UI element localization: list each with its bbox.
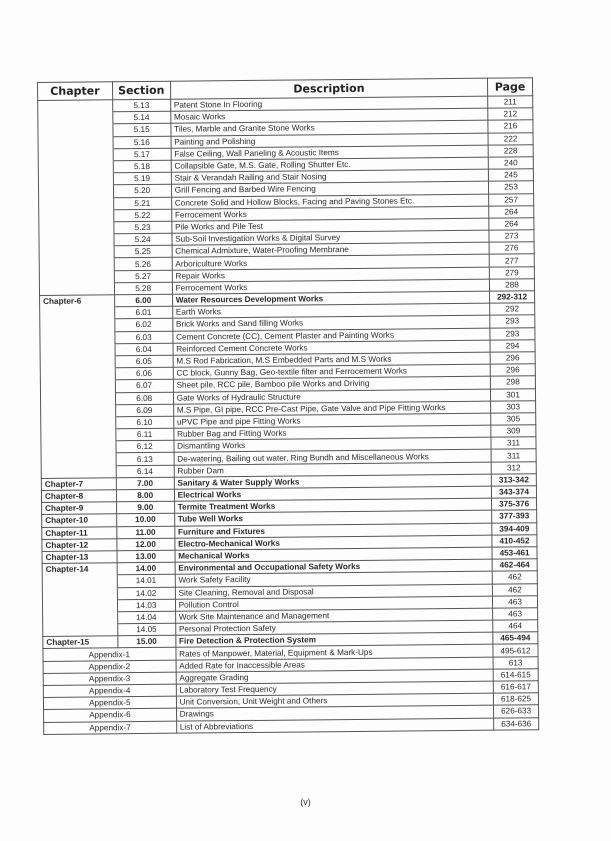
section-cell: 6.11 <box>116 428 174 441</box>
chapter-cell <box>38 136 113 149</box>
page-cell: 292-312 <box>490 291 535 304</box>
chapter-cell <box>38 173 113 186</box>
page-number: (v) <box>300 797 311 807</box>
table-of-contents <box>37 77 539 734</box>
description-cell: Sanitary & Water Supply Works <box>174 474 492 489</box>
description-cell: Repair Works <box>172 267 490 282</box>
chapter-cell: Chapter-6 <box>40 295 115 308</box>
header-page: Page <box>488 78 533 96</box>
section-cell: 5.16 <box>113 136 171 149</box>
section-cell: 6.12 <box>116 440 174 453</box>
section-cell: 7.00 <box>116 477 174 490</box>
page-cell: 309 <box>491 425 536 438</box>
description-cell: Laboratory Test Frequency <box>176 681 494 696</box>
page-cell: 410-452 <box>492 534 537 547</box>
chapter-cell <box>39 270 114 283</box>
section-cell: 6.05 <box>115 355 173 368</box>
section-cell: 6.02 <box>115 319 173 332</box>
section-cell: 6.06 <box>115 367 173 380</box>
page-cell: 216 <box>488 120 533 133</box>
chapter-cell <box>38 124 113 137</box>
chapter-cell <box>40 331 115 344</box>
section-cell: 6.08 <box>115 392 173 405</box>
page-cell: 613 <box>493 656 538 669</box>
description-cell: Brick Works and Sand filling Works <box>172 316 490 331</box>
description-cell: Rubber Dam <box>174 462 492 477</box>
description-cell: CC block, Gunny Bag, Geo-textile filter and Ferrocement Works <box>173 364 491 379</box>
description-cell: Drawings <box>176 706 494 721</box>
section-cell: 12.00 <box>117 538 175 551</box>
page-cell: 240 <box>488 157 533 170</box>
section-cell: 8.00 <box>116 489 174 502</box>
page-cell: 273 <box>489 230 534 243</box>
page-cell: 211 <box>488 96 533 109</box>
chapter-cell <box>42 587 117 600</box>
page-cell: 465-494 <box>493 632 538 645</box>
description-cell: Sub-Soil Investigation Works & Digital Survey <box>172 230 490 245</box>
section-cell: 14.01 <box>117 575 175 588</box>
section-cell: 5.13 <box>112 99 170 112</box>
description-cell: Painting and Polishing <box>171 133 489 148</box>
chapter-cell <box>38 112 113 125</box>
chapter-cell <box>41 465 116 478</box>
page-cell: 313-342 <box>491 474 536 487</box>
section-cell: 5.19 <box>113 172 171 185</box>
section-cell: 6.00 <box>114 294 172 307</box>
description-cell: Stair & Verandah Railing and Stair Nosing <box>171 169 489 184</box>
description-cell: Environmental and Occupational Safety Works <box>175 559 493 574</box>
section-cell: 5.14 <box>113 111 171 124</box>
description-cell: Added Rate for Inaccessible Areas <box>176 657 494 672</box>
page-cell: 394-409 <box>492 522 537 535</box>
description-cell: uPVC Pipe and pipe Fitting Works <box>173 413 491 428</box>
description-cell: Ferrocement Works <box>171 206 489 221</box>
page-cell: 264 <box>489 218 534 231</box>
page-cell: 293 <box>490 327 535 340</box>
page-cell: 303 <box>491 400 536 413</box>
description-cell: Collapsible Gate, M.S. Gate, Rolling Shutter Etc. <box>171 157 489 172</box>
description-cell: Rates of Manpower, Material, Equipment & Mark-Ups <box>176 645 494 660</box>
description-cell: Aggregate Grading <box>176 669 494 684</box>
description-cell: Work Site Maintenance and Management <box>175 608 493 623</box>
section-cell: 5.18 <box>113 160 171 173</box>
page-cell: 626-633 <box>494 705 539 718</box>
chapter-cell <box>41 441 116 454</box>
section-cell: 5.22 <box>113 209 171 222</box>
section-cell: 6.01 <box>114 306 172 319</box>
page-cell: 343-374 <box>491 486 536 499</box>
page-cell: 228 <box>488 144 533 157</box>
chapter-cell: Chapter-7 <box>41 478 116 491</box>
chapter-cell <box>39 197 114 210</box>
description-cell: Patent Stone In Flooring <box>170 96 488 111</box>
chapter-cell <box>40 356 115 369</box>
page-cell: 463 <box>493 608 538 621</box>
description-cell: Personal Protection Safety <box>175 620 493 635</box>
chapter-cell <box>40 344 115 357</box>
section-cell: 14.02 <box>117 587 175 600</box>
page-cell: 311 <box>491 449 536 462</box>
description-cell: Pollution Control <box>175 596 493 611</box>
chapter-cell <box>43 624 118 637</box>
description-cell: Work Safety Facility <box>175 571 493 586</box>
page-cell: 495-612 <box>493 644 538 657</box>
description-cell: De-watering, Bailing out water, Ring Bundh and Miscellaneous Works <box>174 450 492 465</box>
page-cell: 294 <box>490 339 535 352</box>
description-cell: Rubber Bag and Fitting Works <box>173 425 491 440</box>
chapter-cell <box>39 234 114 247</box>
page-cell: 464 <box>493 620 538 633</box>
section-cell: 9.00 <box>116 501 174 514</box>
section-cell: 11.00 <box>117 526 175 539</box>
table-body <box>38 96 539 734</box>
chapter-cell: Chapter-10 <box>42 514 117 527</box>
section-cell: 6.10 <box>115 416 173 429</box>
appendix-cell: Appendix-6 <box>44 709 177 722</box>
chapter-cell <box>42 599 117 612</box>
section-cell: 5.15 <box>113 124 171 137</box>
chapter-cell <box>41 453 116 466</box>
page-cell: 293 <box>490 315 535 328</box>
description-cell: Dismantling Works <box>174 437 492 452</box>
page-cell: 288 <box>489 279 534 292</box>
description-cell: Arboriculture Works <box>172 255 490 270</box>
description-cell: Site Cleaning, Removal and Disposal <box>175 584 493 599</box>
section-cell: 13.00 <box>117 550 175 563</box>
description-cell: Furniture and Fixtures <box>174 523 492 538</box>
section-cell: 5.27 <box>114 270 172 283</box>
chapter-cell <box>42 575 117 588</box>
section-cell: 14.00 <box>117 562 175 575</box>
chapter-cell: Chapter-14 <box>42 563 117 576</box>
page-cell: 312 <box>491 461 536 474</box>
page-cell: 616-617 <box>493 681 538 694</box>
description-cell: Chemical Admixture, Water-Proofing Membrane <box>172 242 490 257</box>
section-cell: 14.05 <box>117 623 175 636</box>
description-cell: Gate Works of Hydraulic Structure <box>173 389 491 404</box>
chapter-cell <box>38 100 113 113</box>
chapter-cell: Chapter-11 <box>42 526 117 539</box>
chapter-cell: Chapter-15 <box>43 636 118 649</box>
description-cell: M.S Pipe, GI pipe, RCC Pre-Cast Pipe, Gate Valve and Pipe Fitting Works <box>173 401 491 416</box>
description-cell: Pile Works and Pile Test <box>171 218 489 233</box>
chapter-cell <box>41 417 116 430</box>
appendix-cell: Appendix-7 <box>44 721 177 734</box>
chapter-cell <box>39 246 114 259</box>
header-section: Section <box>112 81 170 100</box>
page-cell: 375-376 <box>492 498 537 511</box>
section-cell: 5.25 <box>114 245 172 258</box>
page-cell: 245 <box>488 169 533 182</box>
page-cell: 462 <box>492 571 537 584</box>
description-cell: Fire Detection & Protection System <box>175 632 493 647</box>
description-cell: Cement Concrete (CC), Cement Plaster and Painting Works <box>173 328 491 343</box>
chapter-cell <box>40 392 115 405</box>
page-cell: 305 <box>491 413 536 426</box>
page-cell: 301 <box>491 388 536 401</box>
section-cell: 6.03 <box>115 331 173 344</box>
description-cell: Sheet pile, RCC pile, Bamboo pile Works and Driving <box>173 376 491 391</box>
chapter-cell: Chapter-9 <box>42 502 117 515</box>
chapter-cell <box>40 319 115 332</box>
description-cell: Unit Conversion, Unit Weight and Others <box>176 693 494 708</box>
chapter-cell <box>39 258 114 271</box>
page-cell: 296 <box>490 352 535 365</box>
page-cell: 462 <box>492 583 537 596</box>
chapter-cell <box>39 222 114 235</box>
description-cell: Grill Fencing and Barbed Wire Fencing <box>171 181 489 196</box>
description-cell: M.S Rod Fabrication, M.S Embedded Parts and M.S Works <box>173 352 491 367</box>
section-cell: 10.00 <box>116 514 174 527</box>
appendix-cell: Appendix-2 <box>43 660 176 673</box>
chapter-cell <box>41 404 116 417</box>
page-cell: 276 <box>489 242 534 255</box>
description-cell: Water Resources Development Works <box>172 291 490 306</box>
section-cell: 5.17 <box>113 148 171 161</box>
description-cell: Mechanical Works <box>175 547 493 562</box>
chapter-cell <box>40 368 115 381</box>
chapter-cell <box>38 161 113 174</box>
page-cell: 634-636 <box>494 717 539 730</box>
chapter-cell <box>39 209 114 222</box>
section-cell: 6.13 <box>116 453 174 466</box>
appendix-cell: Appendix-3 <box>43 672 176 685</box>
page-cell: 222 <box>488 132 533 145</box>
header-chapter: Chapter <box>38 82 113 101</box>
description-cell: Ferrocement Works <box>172 279 490 294</box>
section-cell: 14.03 <box>117 599 175 612</box>
page-cell: 311 <box>491 437 536 450</box>
section-cell: 14.04 <box>117 611 175 624</box>
chapter-cell: Chapter-8 <box>41 490 116 503</box>
chapter-cell <box>40 307 115 320</box>
description-cell: Tiles, Marble and Granite Stone Works <box>171 121 489 136</box>
section-cell: 5.26 <box>114 258 172 271</box>
section-cell: 15.00 <box>118 635 176 648</box>
page-cell: 296 <box>490 364 535 377</box>
description-cell: Mosaic Works <box>170 108 488 123</box>
page-cell: 453-461 <box>492 547 537 560</box>
appendix-cell: Appendix-5 <box>43 696 176 709</box>
chapter-cell: Chapter-12 <box>42 539 117 552</box>
section-cell: 6.14 <box>116 465 174 478</box>
page-cell: 264 <box>489 205 534 218</box>
chapter-cell <box>41 429 116 442</box>
section-cell: 5.20 <box>113 185 171 198</box>
page-cell: 253 <box>489 181 534 194</box>
chapter-cell <box>38 149 113 162</box>
description-cell: List of Abbreviations <box>176 718 494 733</box>
chapter-cell <box>40 380 115 393</box>
section-cell: 6.04 <box>115 343 173 356</box>
description-cell: Concrete Solid and Hollow Blocks, Facing and Paving Stones Etc. <box>171 194 489 209</box>
page-cell: 618-625 <box>493 693 538 706</box>
section-cell: 5.23 <box>114 221 172 234</box>
section-cell: 5.28 <box>114 282 172 295</box>
page-cell: 257 <box>489 193 534 206</box>
description-cell: Termite Treatment Works <box>174 498 492 513</box>
chapter-cell: Chapter-13 <box>42 551 117 564</box>
appendix-cell: Appendix-4 <box>43 684 176 697</box>
page-cell: 463 <box>493 595 538 608</box>
page-cell: 298 <box>490 376 535 389</box>
chapter-cell <box>43 612 118 625</box>
page-cell: 279 <box>489 266 534 279</box>
page-cell: 292 <box>490 303 535 316</box>
chapter-cell <box>38 185 113 198</box>
appendix-cell: Appendix-1 <box>43 648 176 661</box>
page-cell: 614-615 <box>493 669 538 682</box>
section-cell: 6.09 <box>115 404 173 417</box>
section-cell: 5.21 <box>113 197 171 210</box>
page-cell: 212 <box>488 108 533 121</box>
description-cell: Electrical Works <box>174 486 492 501</box>
header-description: Description <box>170 78 488 99</box>
page-cell: 377-393 <box>492 510 537 523</box>
description-cell: False Ceiling, Wall Paneling & Acoustic Items <box>171 145 489 160</box>
description-cell: Earth Works <box>172 303 490 318</box>
section-cell: 6.07 <box>115 380 173 393</box>
description-cell: Electro-Mechanical Works <box>175 535 493 550</box>
description-cell: Reinforced Cement Concrete Works <box>173 340 491 355</box>
page-cell: 462-464 <box>492 559 537 572</box>
page-cell: 277 <box>489 254 534 267</box>
description-cell: Tube Well Works <box>174 511 492 526</box>
chapter-cell <box>39 283 114 296</box>
section-cell: 5.24 <box>114 233 172 246</box>
